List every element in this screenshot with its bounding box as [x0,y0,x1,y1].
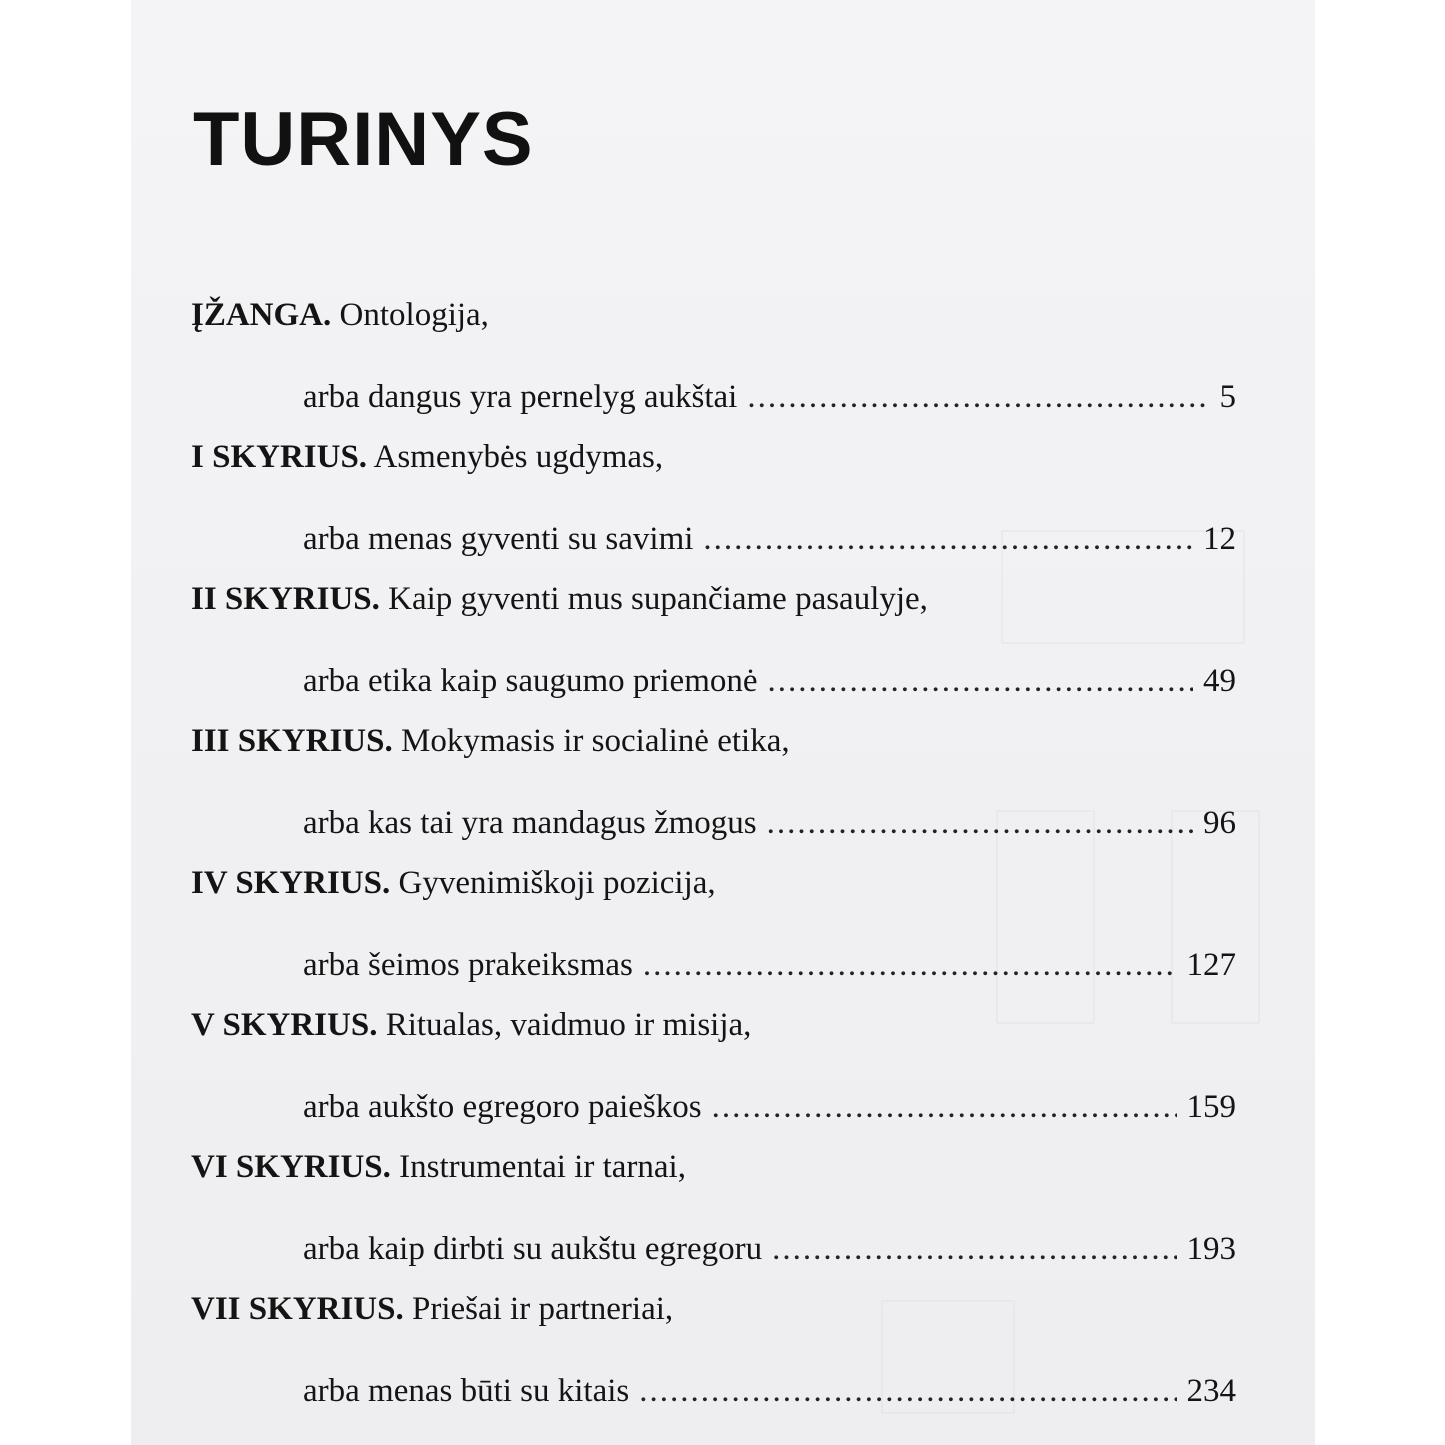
chapter-label: VI SKYRIUS. [191,1149,391,1185]
toc-entry [191,997,1236,1139]
chapter-subtitle: arba kaip dirbti su aukštu egregoru [303,1231,763,1267]
page-title: TURINYS [193,97,534,182]
page-number: 12 [1203,521,1236,557]
chapter-label: IV SKYRIUS. [191,865,391,901]
chapter-label: VII SKYRIUS. [191,1291,404,1327]
toc-entry-subline [191,369,1236,425]
toc-entry-heading [191,1139,1236,1195]
toc-entry-heading [191,855,1236,911]
chapter-title: Gyvenimiškoji pozicija, [390,865,716,901]
toc-entry-heading [191,287,1236,343]
toc-entry [191,429,1236,571]
toc-entry-heading [191,429,1236,485]
dot-leader [768,653,1193,709]
toc-entry-subline [191,795,1236,851]
page-number: 193 [1186,1231,1236,1267]
book-page [131,0,1315,1445]
chapter-title: Ritualas, vaidmuo ir misija, [377,1007,752,1043]
dot-leader [772,1221,1176,1277]
toc-entry [191,713,1236,855]
chapter-title: Instrumentai ir tarnai, [390,1149,686,1185]
dot-leader [767,795,1193,851]
toc-entry-heading [191,997,1236,1053]
dot-leader [639,1363,1176,1419]
chapter-title: Asmenybės ugdymas, [367,439,664,475]
toc-entry-heading [191,1281,1236,1337]
dot-leader [712,1079,1177,1135]
chapter-title: Kaip gyventi mus supančiame pasaulyje, [379,581,928,617]
dot-leader [703,511,1193,567]
chapter-subtitle: arba etika kaip saugumo priemonė [303,663,758,699]
toc-entry [191,571,1236,713]
chapter-label: III SKYRIUS. [191,723,393,759]
chapter-label: ĮŽANGA. [191,297,332,333]
page-number: 96 [1203,805,1236,841]
page-number: 5 [1219,379,1236,415]
chapter-subtitle: arba šeimos prakeiksmas [303,947,633,983]
dot-leader [747,369,1209,425]
chapter-subtitle: arba dangus yra pernelyg aukštai [303,379,738,415]
chapter-title: Priešai ir partneriai, [403,1291,674,1327]
toc-entry-subline [191,653,1236,709]
page-number: 49 [1203,663,1236,699]
chapter-label: II SKYRIUS. [191,581,380,617]
dot-leader [643,937,1177,993]
chapter-title: Ontologija, [331,297,489,333]
toc-entry-subline [191,1363,1236,1419]
chapter-label: V SKYRIUS. [191,1007,378,1043]
toc-entry-subline [191,511,1236,567]
chapter-label: I SKYRIUS. [191,439,368,475]
page-number: 127 [1186,947,1236,983]
toc-entry-subline [191,1221,1236,1277]
toc-entry-heading [191,713,1236,769]
chapter-subtitle: arba menas gyventi su savimi [303,521,694,557]
toc-entry [191,1139,1236,1281]
toc-entry [191,1281,1236,1423]
toc-entry [191,855,1236,997]
page-number: 234 [1186,1373,1236,1409]
chapter-subtitle: arba menas būti su kitais [303,1373,630,1409]
page-number: 159 [1186,1089,1236,1125]
toc-entry-subline [191,1079,1236,1135]
chapter-title: Mokymasis ir socialinė etika, [392,723,790,759]
chapter-subtitle: arba kas tai yra mandagus žmogus [303,805,757,841]
toc-entry-subline [191,937,1236,993]
toc-entry [191,287,1236,429]
toc-entry-heading [191,571,1236,627]
table-of-contents [191,287,1236,1423]
chapter-subtitle: arba aukšto egregoro paieškos [303,1089,702,1125]
